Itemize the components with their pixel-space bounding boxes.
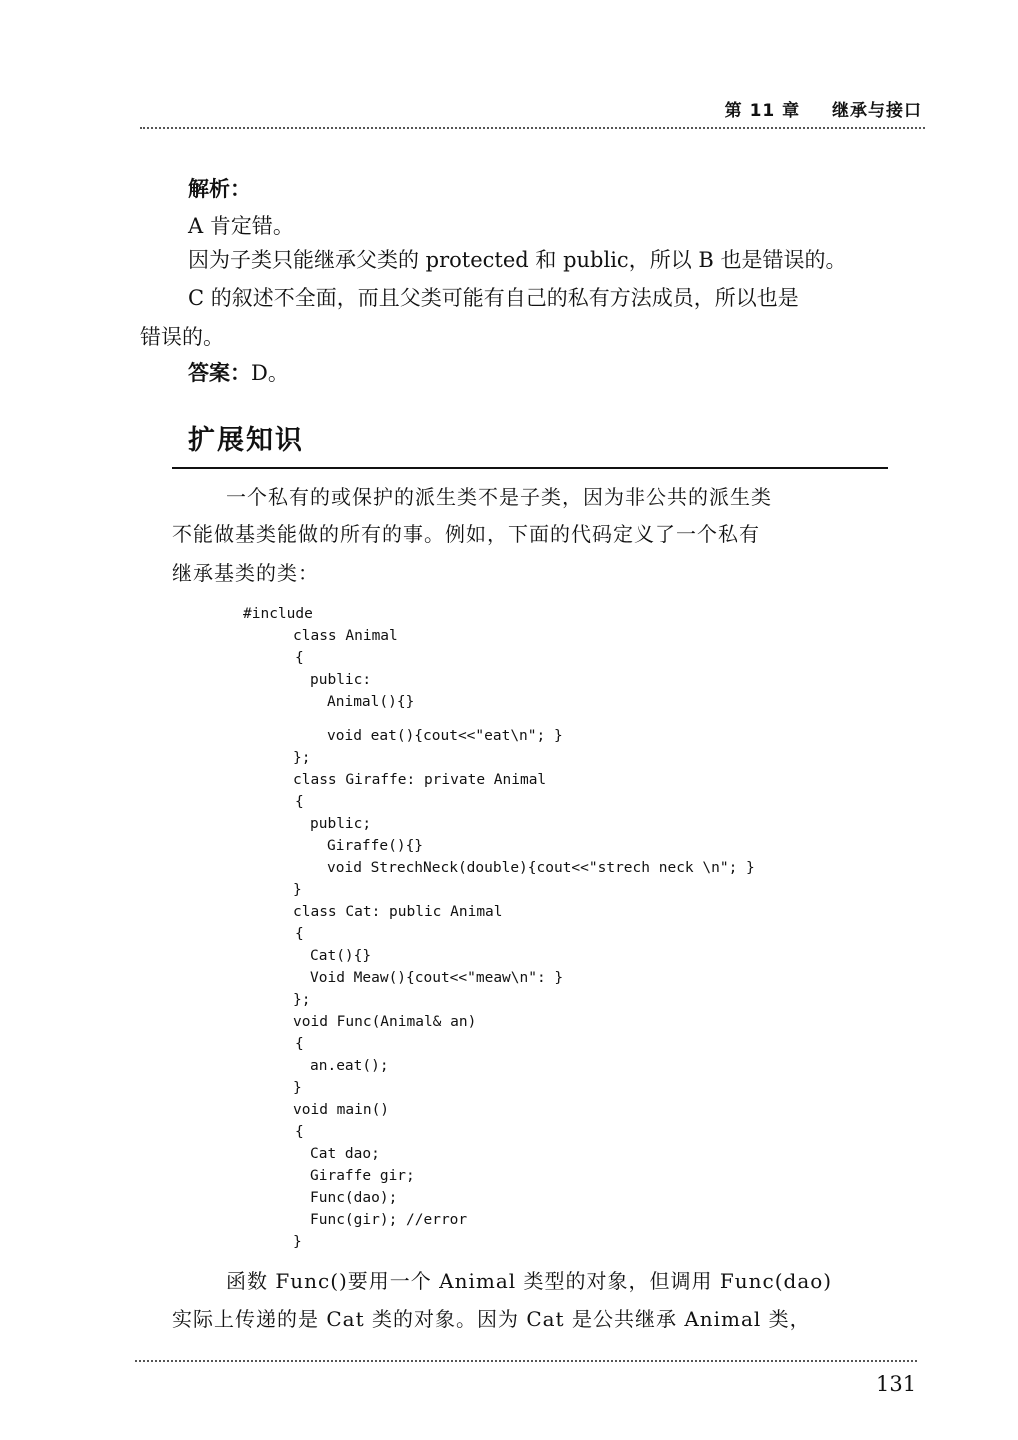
code-line: { [295, 794, 304, 810]
code-line: Cat dao; [310, 1146, 380, 1162]
code-line: { [295, 1036, 304, 1052]
code-line: an.eat(); [310, 1058, 389, 1074]
code-line: void eat(){cout<<"eat\n"; } [327, 728, 563, 744]
intro-line-3: 继承基类的类： [172, 561, 319, 585]
header-chapter: 第 11 章 [724, 101, 801, 121]
running-header [725, 96, 922, 121]
analysis-line-4: 错误的。 [140, 325, 224, 349]
code-line: }; [293, 992, 311, 1008]
section-rule [172, 467, 888, 469]
closing-line-1: 函数 Func()要用一个 Animal 类型的对象，但调用 Func(dao) [226, 1269, 833, 1293]
page-number: 131 [876, 1372, 917, 1396]
analysis-line-1: A 肯定错。 [188, 214, 294, 238]
code-line: public: [310, 672, 372, 688]
header-title: 继承与接口 [832, 101, 922, 121]
intro-line-1: 一个私有的或保护的派生类不是子类，因为非公共的派生类 [226, 485, 772, 509]
code-line: }; [293, 750, 311, 766]
code-line: void Func(Animal& an) [293, 1014, 477, 1030]
section-heading: 扩展知识 [188, 425, 304, 456]
code-line: class Animal [293, 628, 398, 644]
answer-line [188, 354, 289, 392]
code-line: } [293, 882, 302, 898]
code-line: class Cat: public Animal [293, 904, 503, 920]
footer-divider [135, 1360, 917, 1362]
analysis-label: 解析： [188, 177, 251, 201]
code-line: { [295, 1124, 304, 1140]
code-line: } [293, 1080, 302, 1096]
code-line: } [293, 1234, 302, 1250]
code-line: { [295, 650, 304, 666]
code-line: void main() [293, 1102, 390, 1118]
code-line: Giraffe(){} [327, 838, 424, 854]
closing-line-2: 实际上传递的是 Cat 类的对象。因为 Cat 是公共继承 Animal 类， [172, 1307, 811, 1331]
code-line: Animal(){} [327, 694, 415, 710]
header-divider [140, 127, 925, 129]
code-line: Func(dao); [310, 1190, 398, 1206]
answer-label: 答案： [188, 361, 251, 385]
code-line: class Giraffe: private Animal [293, 772, 547, 788]
code-line: Void Meaw(){cout<<"meaw\n": } [310, 970, 564, 986]
code-line: Func(gir); //error [310, 1212, 468, 1228]
analysis-line-2: 因为子类只能继承父类的 protected 和 public，所以 B 也是错误的。 [188, 248, 847, 272]
code-line: #include [243, 606, 313, 622]
code-block [0, 604, 1018, 1250]
code-line: void StrechNeck(double){cout<<"strech neck \n"; } [327, 860, 755, 876]
answer-value: D。 [251, 361, 289, 385]
analysis-line-3: C 的叙述不全面，而且父类可能有自己的私有方法成员，所以也是 [188, 286, 799, 310]
intro-line-2: 不能做基类能做的所有的事。例如，下面的代码定义了一个私有 [172, 522, 760, 546]
code-line: public; [310, 816, 372, 832]
code-line: Cat(){} [310, 948, 372, 964]
code-line: Giraffe gir; [310, 1168, 415, 1184]
code-line: { [295, 926, 304, 942]
